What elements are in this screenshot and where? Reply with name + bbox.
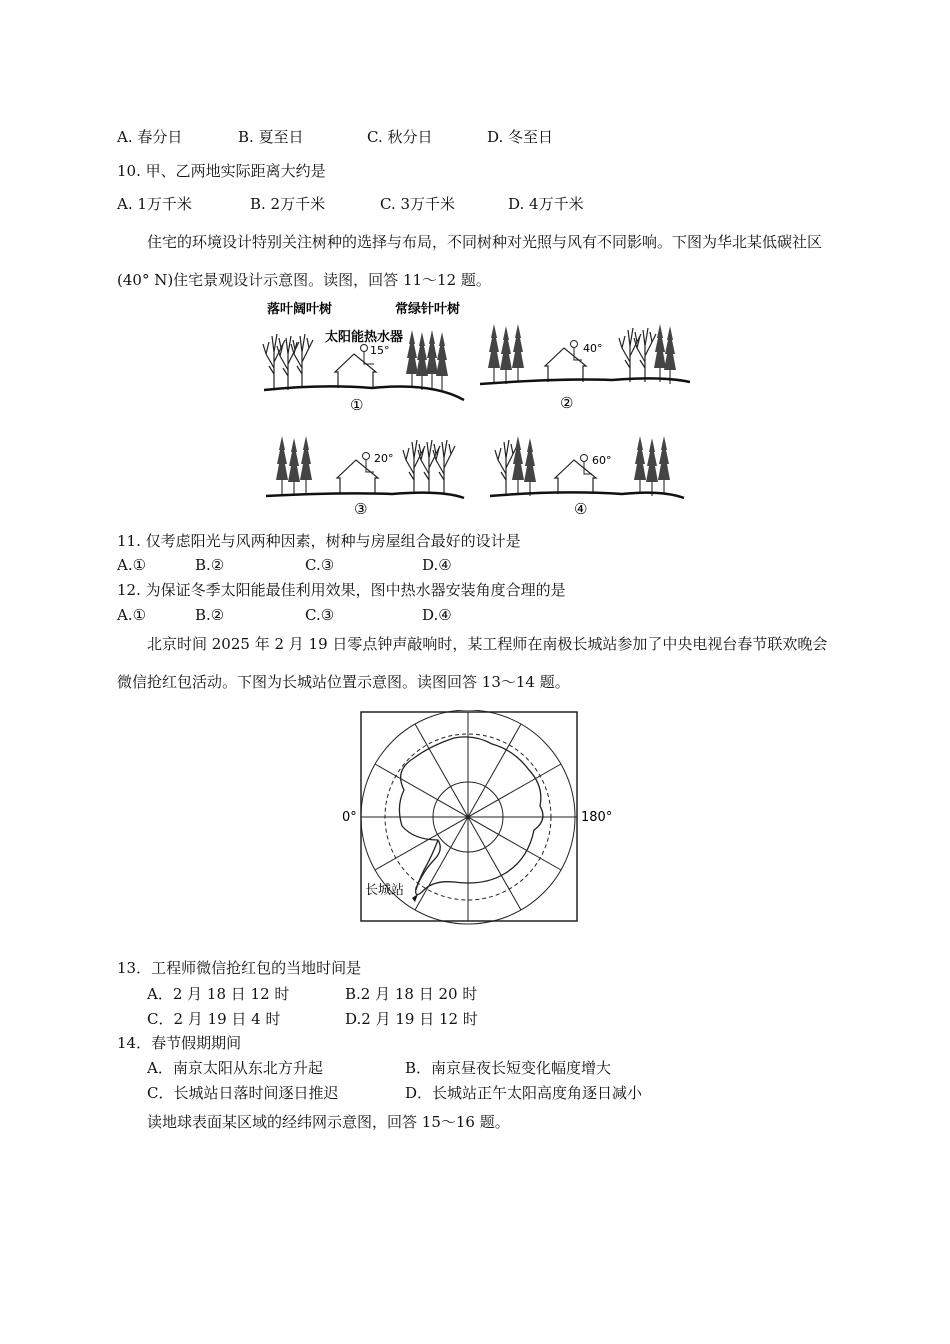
panel-3-angle: 20° xyxy=(374,452,394,465)
map-label-station: 长城站 xyxy=(365,883,405,898)
house-tree-figure xyxy=(262,296,692,514)
panel-2-number: ② xyxy=(560,394,574,412)
q12-option-a: A.① xyxy=(117,606,147,624)
panel-1-angle: 15° xyxy=(370,344,390,357)
panel-4-angle: 60° xyxy=(592,454,612,467)
map-label-180: 180° xyxy=(581,810,613,825)
q12-stem: 12. 为保证冬季太阳能最佳利用效果，图中热水器安装角度合理的是 xyxy=(117,581,566,599)
q9-option-c: C. 秋分日 xyxy=(367,128,433,146)
q10-option-c: C. 3万千米 xyxy=(380,195,456,213)
panel-3-number: ③ xyxy=(354,500,368,514)
q11-option-a: A.① xyxy=(117,556,147,574)
q13-option-c: C．2 月 19 日 4 时 xyxy=(147,1010,281,1028)
q11-stem: 11. 仅考虑阳光与风两种因素，树种与房屋组合最好的设计是 xyxy=(117,532,521,550)
q12-option-b: B.② xyxy=(195,606,225,624)
panel-2-angle: 40° xyxy=(583,342,603,355)
q13-option-d: D.2 月 19 日 12 时 xyxy=(345,1010,478,1028)
map-label-0: 0° xyxy=(342,810,357,825)
label-deciduous: 落叶阔叶树 xyxy=(267,302,333,317)
q9-option-a: A. 春分日 xyxy=(117,128,183,146)
q14-option-c: C．长城站日落时间逐日推迟 xyxy=(147,1084,339,1102)
label-solar-heater: 太阳能热水器 xyxy=(325,330,404,345)
q14-option-d: D．长城站正午太阳高度角逐日减小 xyxy=(405,1084,643,1102)
q11-option-c: C.③ xyxy=(305,556,335,574)
q9-option-d: D. 冬至日 xyxy=(487,128,554,146)
q11-option-d: D.④ xyxy=(422,556,452,574)
q13-option-b: B.2 月 18 日 20 时 xyxy=(345,985,478,1003)
q13-stem: 13．工程师微信抢红包的当地时间是 xyxy=(117,959,362,977)
q10-option-d: D. 4万千米 xyxy=(508,195,584,213)
intro-15-16: 读地球表面某区域的经纬网示意图，回答 15～16 题。 xyxy=(147,1113,510,1131)
q10-option-b: B. 2万千米 xyxy=(250,195,326,213)
intro-11-12: 住宅的环境设计特别关注树种的选择与布局，不同树种对光照与风有不同影响。下图为华北某低碳社区(40° N)住宅景观设计示意图。读图，回答 11～12 题。 xyxy=(117,233,823,289)
label-evergreen: 常绿针叶树 xyxy=(395,302,461,317)
q14-option-a: A．南京太阳从东北方升起 xyxy=(147,1059,323,1077)
intro-13-14: 北京时间 2025 年 2 月 19 日零点钟声敲响时，某工程师在南极长城站参加了中央电视台春节联欢晚会微信抢红包活动。下图为长城站位置示意图。读图回答 13～14 题。 xyxy=(117,635,828,691)
q14-stem: 14．春节假期期间 xyxy=(117,1034,242,1052)
q14-option-b: B．南京昼夜长短变化幅度增大 xyxy=(405,1059,612,1077)
q11-option-b: B.② xyxy=(195,556,225,574)
q9-option-b: B. 夏至日 xyxy=(238,128,304,146)
q13-option-a: A．2 月 18 日 12 时 xyxy=(147,985,290,1003)
q10-option-a: A. 1万千米 xyxy=(117,195,192,213)
panel-4-number: ④ xyxy=(574,500,588,514)
polar-map xyxy=(334,710,624,925)
q12-option-c: C.③ xyxy=(305,606,335,624)
q12-option-d: D.④ xyxy=(422,606,452,624)
panel-1-number: ① xyxy=(350,396,364,414)
q10-stem: 10. 甲、乙两地实际距离大约是 xyxy=(117,162,326,180)
